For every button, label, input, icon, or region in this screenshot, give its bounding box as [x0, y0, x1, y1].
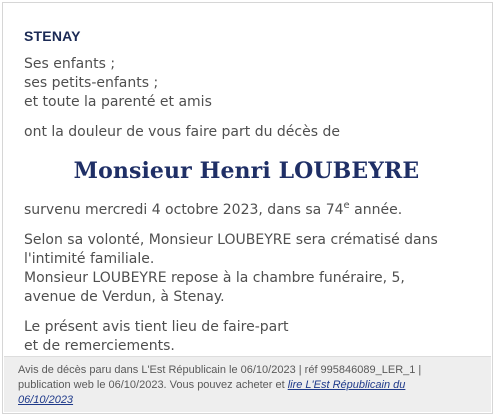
death-date-text: survenu mercredi 4 octobre 2023, dans sa 74e année. [24, 200, 403, 218]
newspaper-link[interactable]: lire L'Est Républicain du [287, 379, 406, 391]
family-line: Ses enfants ; [24, 56, 116, 72]
footer-line [18, 393, 483, 408]
closing-line: Le présent avis tient lieu de faire-part [24, 319, 289, 335]
details-line: Selon sa volonté, Monsieur LOUBEYRE sera crématisé dans [24, 232, 438, 248]
closing-line: et de remerciements. [24, 338, 175, 354]
family-line: et toute la parenté et amis [24, 94, 212, 110]
family-line: ses petits-enfants ; [24, 75, 159, 91]
obituary-content [24, 27, 469, 356]
newspaper-link-date[interactable]: 06/10/2023 [18, 394, 74, 406]
publication-footer [4, 356, 491, 412]
details-line: Monsieur LOUBEYRE repose à la chambre funéraire, 5, [24, 270, 405, 286]
deceased-name: Monsieur Henri LOUBEYRE [73, 158, 420, 184]
footer-line: publication web le 06/10/2023. Vous pouvez acheter et lire L'Est Républicain du [18, 379, 406, 391]
obituary-card [2, 2, 493, 414]
footer-line: Avis de décès paru dans L'Est Républicain le 06/10/2023 | réf 995846089_LER_1 | [18, 364, 422, 376]
announcement-text: ont la douleur de vous faire part du décès de [24, 124, 340, 140]
town-heading: STENAY [24, 28, 81, 44]
details-line: avenue de Verdun, à Stenay. [24, 289, 225, 305]
details-line: l'intimité familiale. [24, 251, 155, 267]
